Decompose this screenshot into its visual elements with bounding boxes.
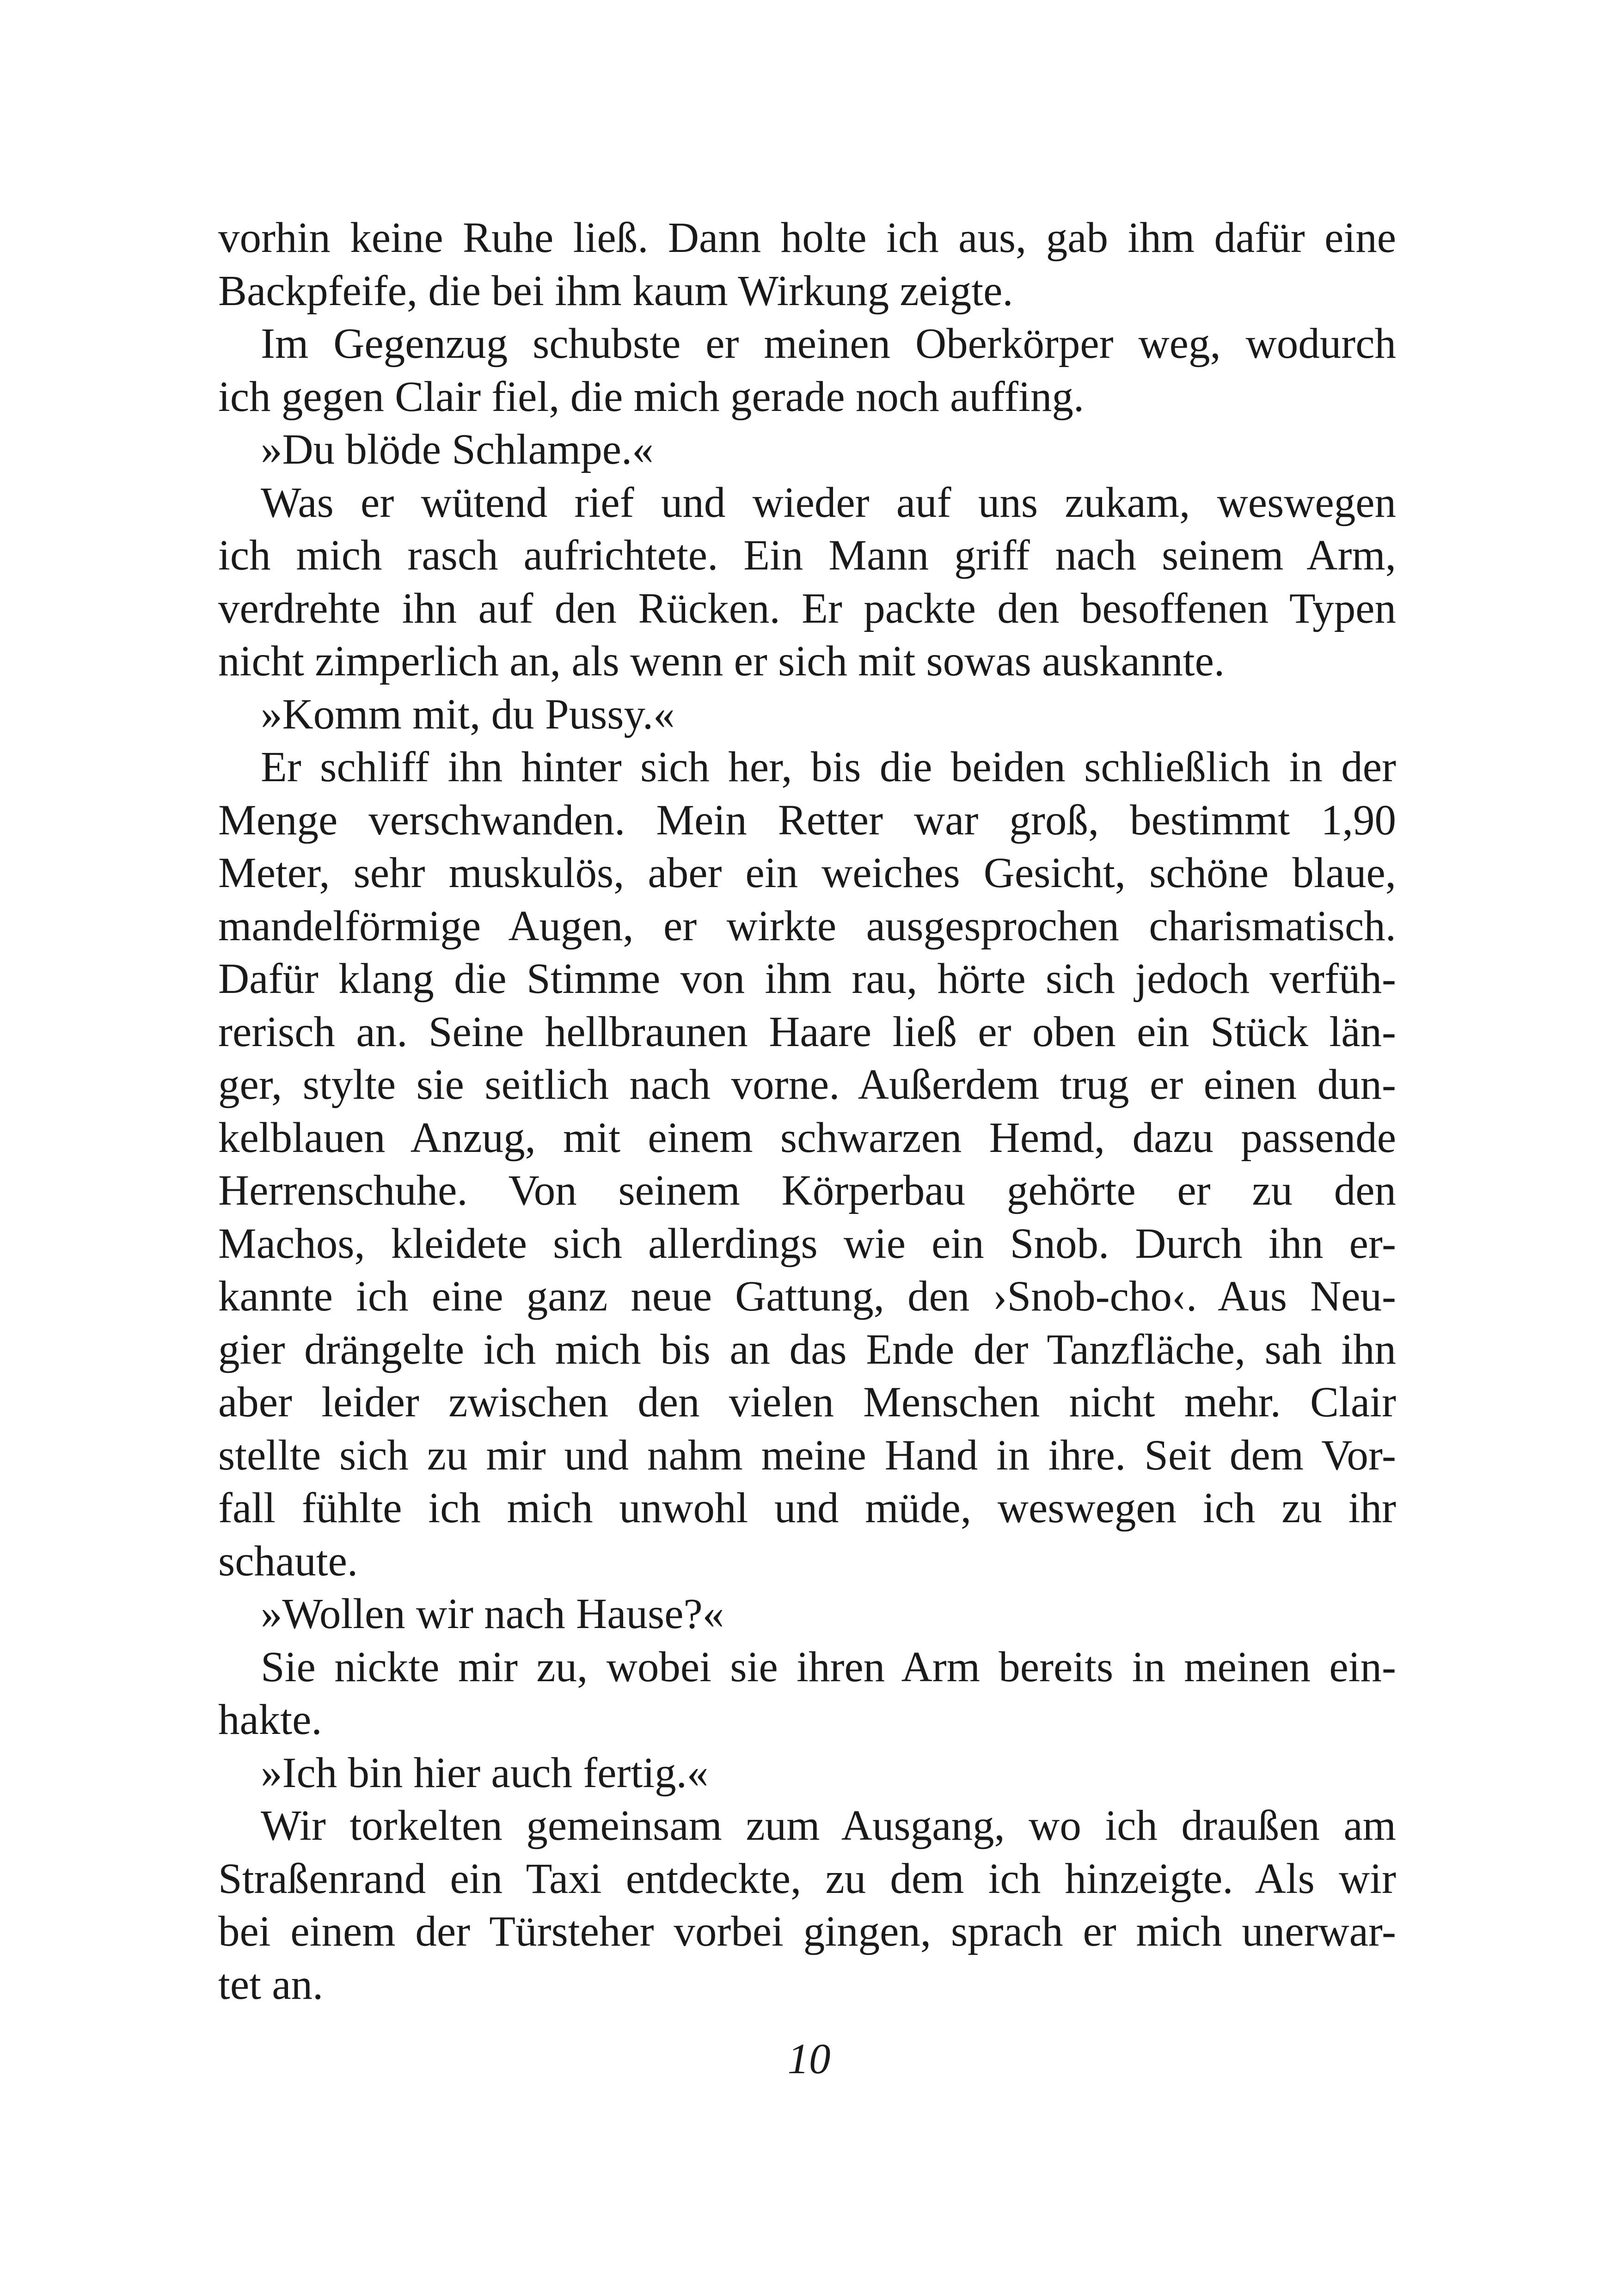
text-line: Herrenschuhe. Von seinem Körperbau gehörte er zu den (218, 1167, 1396, 1214)
text-line: »Ich bin hier auch fertig.« (261, 1749, 709, 1797)
text-line: fall fühlte ich mich unwohl und müde, weswegen ich zu ihr (218, 1484, 1396, 1532)
text-line: gier drängelte ich mich bis an das Ende der Tanzfläche, sah ihn (218, 1325, 1396, 1373)
text-line: bei einem der Türsteher vorbei gingen, sprach er mich unerwar- (218, 1908, 1396, 1955)
text-line: tet an. (218, 1960, 324, 2008)
text-line: Meter, sehr muskulös, aber ein weiches Gesicht, schöne blaue, (218, 849, 1396, 897)
text-line: mandelförmige Augen, er wirkte ausgesprochen charismatisch. (218, 902, 1396, 950)
page-number: 10 (787, 2035, 831, 2083)
text-line: nicht zimperlich an, als wenn er sich mit sowas auskannte. (218, 637, 1225, 685)
text-line: verdrehte ihn auf den Rücken. Er packte den besoffenen Typen (218, 584, 1396, 632)
text-line: Sie nickte mir zu, wobei sie ihren Arm bereits in meinen ein- (261, 1643, 1396, 1691)
text-line: schaute. (218, 1537, 358, 1585)
text-line: rerisch an. Seine hellbraunen Haare ließ er oben ein Stück län- (218, 1008, 1396, 1056)
text-line: kannte ich eine ganz neue Gattung, den ›Snob-cho‹. Aus Neu- (218, 1273, 1396, 1320)
text-line: ich gegen Clair fiel, die mich gerade noch auffing. (218, 373, 1085, 421)
body-text (218, 212, 1396, 2011)
text-line: aber leider zwischen den vielen Menschen nicht mehr. Clair (218, 1378, 1396, 1426)
text-line: ger, stylte sie seitlich nach vorne. Außerdem trug er einen dun- (218, 1061, 1396, 1108)
text-line: kelblauen Anzug, mit einem schwarzen Hemd, dazu passende (218, 1114, 1396, 1162)
text-line: Im Gegenzug schubste er meinen Oberkörper weg, wodurch (261, 320, 1396, 367)
text-line: »Wollen wir nach Hause?« (261, 1590, 724, 1638)
text-line: Dafür klang die Stimme von ihm rau, hörte sich jedoch verfüh- (218, 955, 1396, 1003)
text-line: Wir torkelten gemeinsam zum Ausgang, wo ich draußen am (261, 1802, 1396, 1849)
text-line: Straßenrand ein Taxi entdeckte, zu dem ich hinzeigte. Als wir (218, 1855, 1396, 1903)
text-line: Backpfeife, die bei ihm kaum Wirkung zeigte. (218, 267, 1013, 315)
text-line: ich mich rasch aufrichtete. Ein Mann griff nach seinem Arm, (218, 532, 1396, 579)
text-line: Was er wütend rief und wieder auf uns zukam, weswegen (261, 478, 1396, 527)
text-line: Machos, kleidete sich allerdings wie ein Snob. Durch ihn er- (218, 1219, 1396, 1267)
text-line: Menge verschwanden. Mein Retter war groß, bestimmt 1,90 (218, 796, 1396, 844)
text-line: hakte. (218, 1696, 322, 1744)
text-line: vorhin keine Ruhe ließ. Dann holte ich aus, gab ihm dafür eine (218, 214, 1396, 262)
text-line: »Komm mit, du Pussy.« (261, 690, 675, 738)
text-line: Er schliff ihn hinter sich her, bis die beiden schließlich in der (261, 743, 1396, 791)
text-line: stellte sich zu mir und nahm meine Hand in ihre. Seit dem Vor- (218, 1431, 1396, 1479)
text-line: »Du blöde Schlampe.« (261, 426, 654, 473)
